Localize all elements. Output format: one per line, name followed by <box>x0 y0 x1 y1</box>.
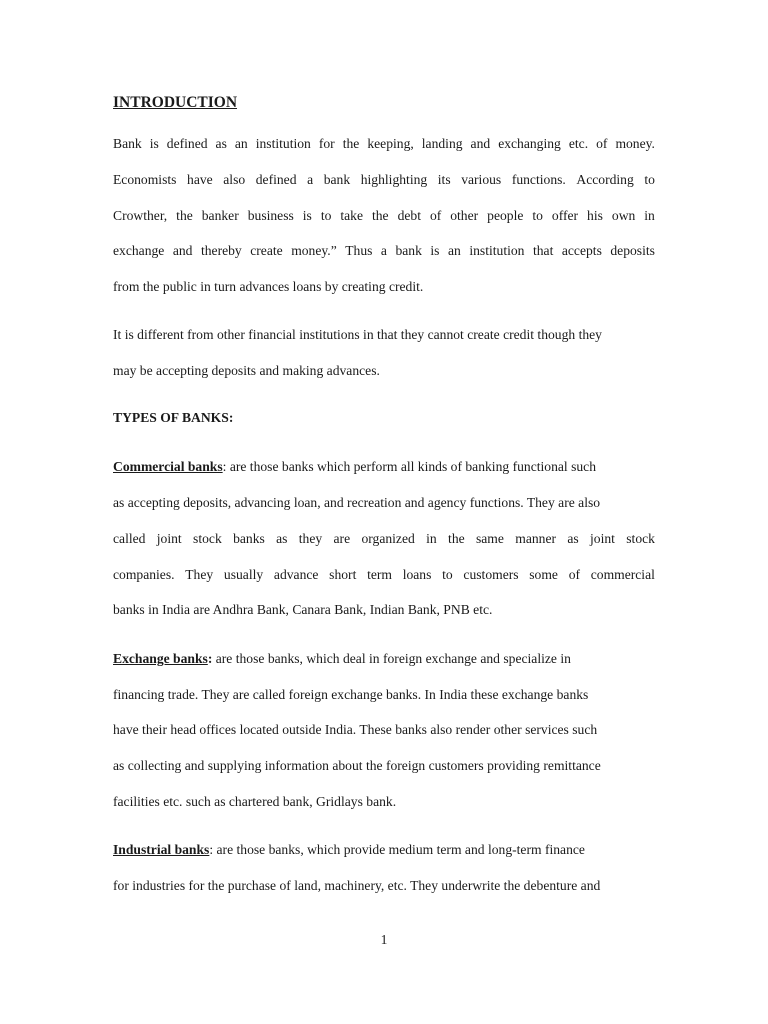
word: Economists <box>113 172 177 187</box>
paragraph-line <box>113 135 655 153</box>
word: highlighting <box>360 172 428 187</box>
word: advance <box>273 567 319 582</box>
word: of <box>568 567 581 582</box>
word: some <box>529 567 558 582</box>
paragraph-line <box>113 458 596 476</box>
word: have <box>187 172 213 187</box>
word: and <box>470 136 491 151</box>
term-exchange-banks: Exchange banks <box>113 651 208 666</box>
word: that <box>532 243 554 258</box>
word: accepts <box>561 243 602 258</box>
paragraph-line: financing trade. They are called foreign exchange banks. In India these exchange banks <box>113 687 589 702</box>
word: is <box>302 208 312 223</box>
paragraph-line: It is different from other financial institutions in that they cannot create credit though they <box>113 327 602 342</box>
word: defined <box>166 136 208 151</box>
page-title: INTRODUCTION <box>113 94 238 111</box>
paragraph-line: as collecting and supplying information about the foreign customers providing remittance <box>113 758 601 773</box>
word: as <box>567 531 579 546</box>
word: his <box>587 208 603 223</box>
paragraph-line <box>113 566 655 584</box>
word: bank <box>395 243 422 258</box>
word: create <box>250 243 283 258</box>
paragraph-line: for industries for the purchase of land, machinery, etc. They underwrite the debenture and <box>113 878 601 893</box>
word: is <box>430 243 440 258</box>
word: According <box>576 172 634 187</box>
word: thereby <box>200 243 242 258</box>
word: in <box>426 531 437 546</box>
word: deposits <box>610 243 655 258</box>
paragraph-line: may be accepting deposits and making advances. <box>113 363 380 378</box>
word: are <box>333 531 351 546</box>
word: Bank <box>113 136 142 151</box>
word: customers <box>463 567 519 582</box>
paragraph-line <box>113 650 571 668</box>
word: commercial <box>590 567 655 582</box>
paragraph-line: have their head offices located outside India. These banks also render other services such <box>113 722 598 737</box>
paragraph-line: from the public in turn advances loans by creating credit. <box>113 279 424 294</box>
text-fragment: are those banks, which deal in foreign exchange and specialize in <box>212 651 571 666</box>
word: of <box>429 208 442 223</box>
text-fragment: : are those banks which perform all kinds of banking functional such <box>222 459 596 474</box>
word: money. <box>615 136 655 151</box>
word: Crowther, <box>113 208 168 223</box>
paragraph-line: as accepting deposits, advancing loan, and recreation and agency functions. They are also <box>113 495 601 510</box>
word: an <box>447 243 461 258</box>
word: the <box>448 531 465 546</box>
word: and <box>172 243 193 258</box>
word: the <box>371 208 389 223</box>
section-heading: TYPES OF BANKS: <box>113 410 234 425</box>
word: short <box>329 567 357 582</box>
word: keeping, <box>367 136 414 151</box>
word: also <box>223 172 246 187</box>
word: money.” <box>291 243 337 258</box>
word: they <box>298 531 323 546</box>
term-industrial-banks: Industrial banks <box>113 842 210 857</box>
word: landing <box>421 136 463 151</box>
word: stock <box>193 531 222 546</box>
word: joint <box>590 531 615 546</box>
word: the <box>176 208 193 223</box>
word: bank <box>323 172 351 187</box>
word: an <box>234 136 248 151</box>
paragraph-line <box>113 242 655 260</box>
word: to <box>442 567 453 582</box>
word: of <box>596 136 608 151</box>
text-fragment: : <box>207 651 213 666</box>
paragraph-line <box>113 841 585 859</box>
word: in <box>644 208 655 223</box>
word: etc. <box>568 136 589 151</box>
word: as <box>215 136 227 151</box>
word: exchange <box>113 243 165 258</box>
word: the <box>342 136 360 151</box>
word: usually <box>223 567 264 582</box>
word: organized <box>361 531 415 546</box>
word: offer <box>551 208 579 223</box>
word: a <box>380 243 387 258</box>
paragraph-line: banks in India are Andhra Bank, Canara Bank, Indian Bank, PNB etc. <box>113 602 493 617</box>
word: take <box>340 208 364 223</box>
word: as <box>276 531 288 546</box>
word: own <box>611 208 636 223</box>
word: its <box>437 172 451 187</box>
word: manner <box>515 531 557 546</box>
paragraph-line <box>113 171 655 189</box>
word: They <box>185 567 214 582</box>
word: a <box>307 172 314 187</box>
word: for <box>318 136 335 151</box>
word: banker <box>201 208 239 223</box>
paragraph-line <box>113 530 655 548</box>
word: called <box>113 531 146 546</box>
word: companies. <box>113 567 175 582</box>
page-number: 1 <box>380 932 388 947</box>
word: other <box>450 208 479 223</box>
word: loans <box>402 567 432 582</box>
word: various <box>461 172 502 187</box>
word: business <box>247 208 294 223</box>
word: same <box>475 531 504 546</box>
word: defined <box>255 172 297 187</box>
word: functions. <box>511 172 566 187</box>
word: term <box>367 567 392 582</box>
word: institution <box>469 243 525 258</box>
word: institution <box>255 136 311 151</box>
word: people <box>487 208 524 223</box>
word: debt <box>397 208 421 223</box>
word: stock <box>626 531 655 546</box>
word: Thus <box>345 243 373 258</box>
word: to <box>644 172 655 187</box>
paragraph-line <box>113 207 655 225</box>
paragraph-line: facilities etc. such as chartered bank, Gridlays bank. <box>113 794 397 809</box>
text-fragment: : are those banks, which provide medium term and long-term finance <box>209 842 585 857</box>
term-commercial-banks: Commercial banks <box>113 459 223 474</box>
word: exchanging <box>498 136 561 151</box>
word: is <box>149 136 159 151</box>
word: banks <box>233 531 265 546</box>
word: to <box>320 208 332 223</box>
word: to <box>532 208 543 223</box>
word: joint <box>156 531 182 546</box>
